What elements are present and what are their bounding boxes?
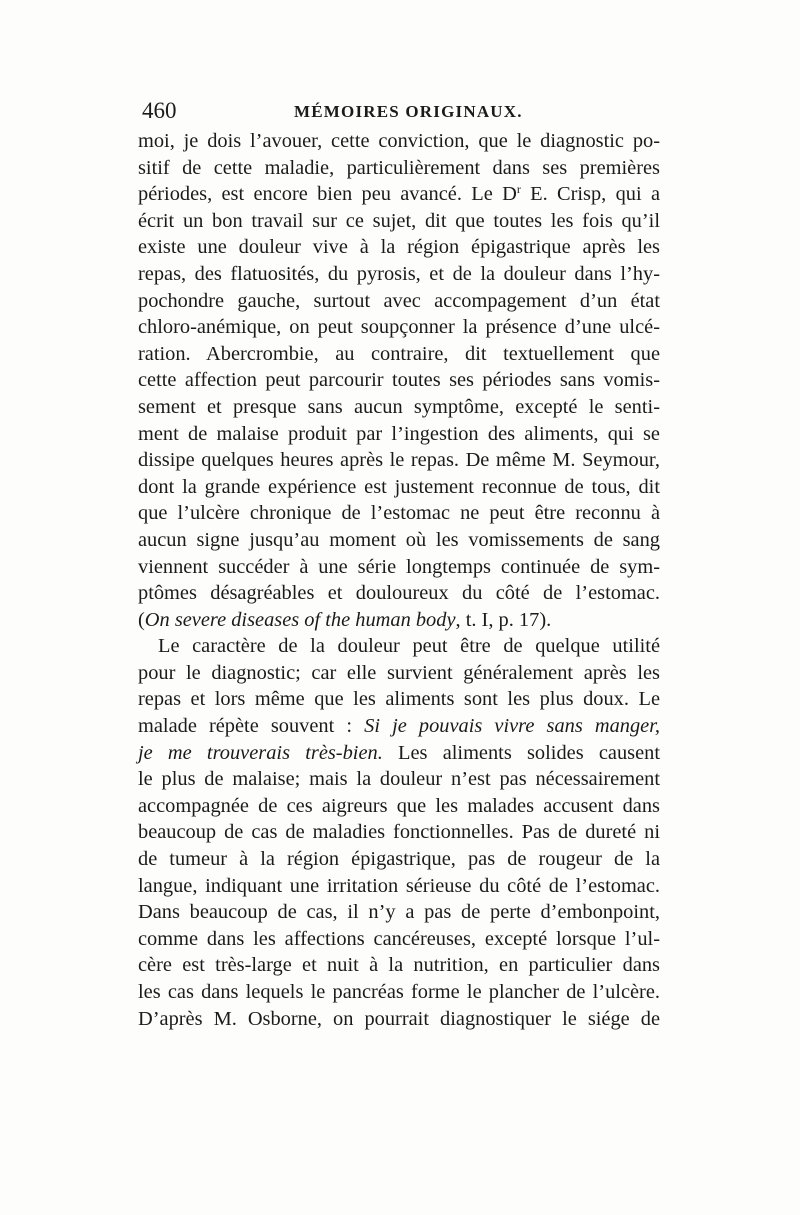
text-segment: malade répète souvent : <box>138 715 365 738</box>
text-line: Le caractère de la douleur peut être de quelque utilité <box>158 635 660 658</box>
text-line: ment de malaise produit par l’ingestion des aliments, qui se <box>138 422 660 445</box>
text-segment: ( <box>138 608 145 631</box>
text-line: accompagnée de ces aigreurs que les malades accusent dans <box>138 794 660 817</box>
text-line: pochondre gauche, surtout avec accompagement d’un état <box>138 289 660 312</box>
text-line: cère est très-large et nuit à la nutrition, en particulier dans <box>138 954 660 977</box>
text-line: dont la grande expérience est justement reconnue de tous, dit <box>138 475 660 498</box>
text-segment: , t. I, p. 17). <box>455 608 552 631</box>
text-segment: Les aliments solides causent <box>382 741 661 764</box>
text-line: le plus de malaise; mais la douleur n’est pas nécessairement <box>138 768 660 791</box>
text-line: langue, indiquant une irritation sérieuse du côté de l’estomac. <box>138 874 660 897</box>
text-line <box>138 740 660 767</box>
text-line: dissipe quelques heures après le repas. De même M. Seymour, <box>138 449 660 472</box>
text-line: écrit un bon travail sur ce sujet, dit que toutes les fois qu’il <box>138 209 660 232</box>
page-number: 460 <box>142 98 177 123</box>
text-line: pour le diagnostic; car elle survient généralement après les <box>138 661 660 684</box>
text-line: les cas dans lequels le pancréas forme le plancher de l’ulcère. <box>138 981 660 1003</box>
text-line: que l’ulcère chronique de l’estomac ne peut être reconnu à <box>138 502 660 525</box>
text-line: moi, je dois l’avouer, cette conviction, que le diagnostic po- <box>138 130 660 152</box>
page-header <box>142 96 662 126</box>
text-line: ration. Abercrombie, au contraire, dit textuellement que <box>138 342 660 365</box>
text-line: beaucoup de cas de maladies fonctionnelles. Pas de dureté ni <box>138 821 660 844</box>
text-line <box>138 713 660 740</box>
running-head: MÉMOIRES ORIGINAUX. <box>294 102 523 121</box>
text-segment: périodes, est encore bien peu avancé. Le D <box>138 183 517 206</box>
text-line: ptômes désagréables et douloureux du côté de l’estomac. <box>138 582 660 605</box>
text-line: Dans beaucoup de cas, il n’y a pas de perte d’embonpoint, <box>138 901 660 924</box>
quoted-speech: je me trouverais très-bien. <box>138 741 383 764</box>
superscript: r <box>516 182 521 197</box>
text-line: sement et presque sans aucun symptôme, excepté le senti- <box>138 395 660 418</box>
text-line: sitif de cette maladie, particulièrement dans ses premières <box>138 156 660 179</box>
text-line: cette affection peut parcourir toutes ses périodes sans vomis- <box>138 369 660 392</box>
citation-title: On severe diseases of the human body <box>144 608 456 631</box>
text-line: repas et lors même que les aliments sont les plus doux. Le <box>138 688 660 711</box>
text-line: D’après M. Osborne, on pourrait diagnostiquer le siége de <box>138 1007 660 1030</box>
text-line <box>138 607 660 634</box>
text-line: comme dans les affections cancéreuses, excepté lorsque l’ul- <box>138 927 660 950</box>
body-text <box>138 128 660 1032</box>
text-line <box>138 181 660 208</box>
text-line: chloro-anémique, on peut soupçonner la présence d’une ulcé- <box>138 316 660 339</box>
text-line: existe une douleur vive à la région épigastrique après les <box>138 236 660 259</box>
text-line: repas, des flatuosités, du pyrosis, et de la douleur dans l’hy- <box>138 262 660 285</box>
quoted-speech: Si je pouvais vivre sans manger, <box>364 715 660 738</box>
text-line: viennent succéder à une série longtemps continuée de sym- <box>138 555 660 578</box>
text-line: aucun signe jusqu’au moment où les vomissements de sang <box>138 528 660 551</box>
text-line: de tumeur à la région épigastrique, pas de rougeur de la <box>138 848 660 871</box>
text-segment: E. Crisp, qui a <box>520 183 660 206</box>
